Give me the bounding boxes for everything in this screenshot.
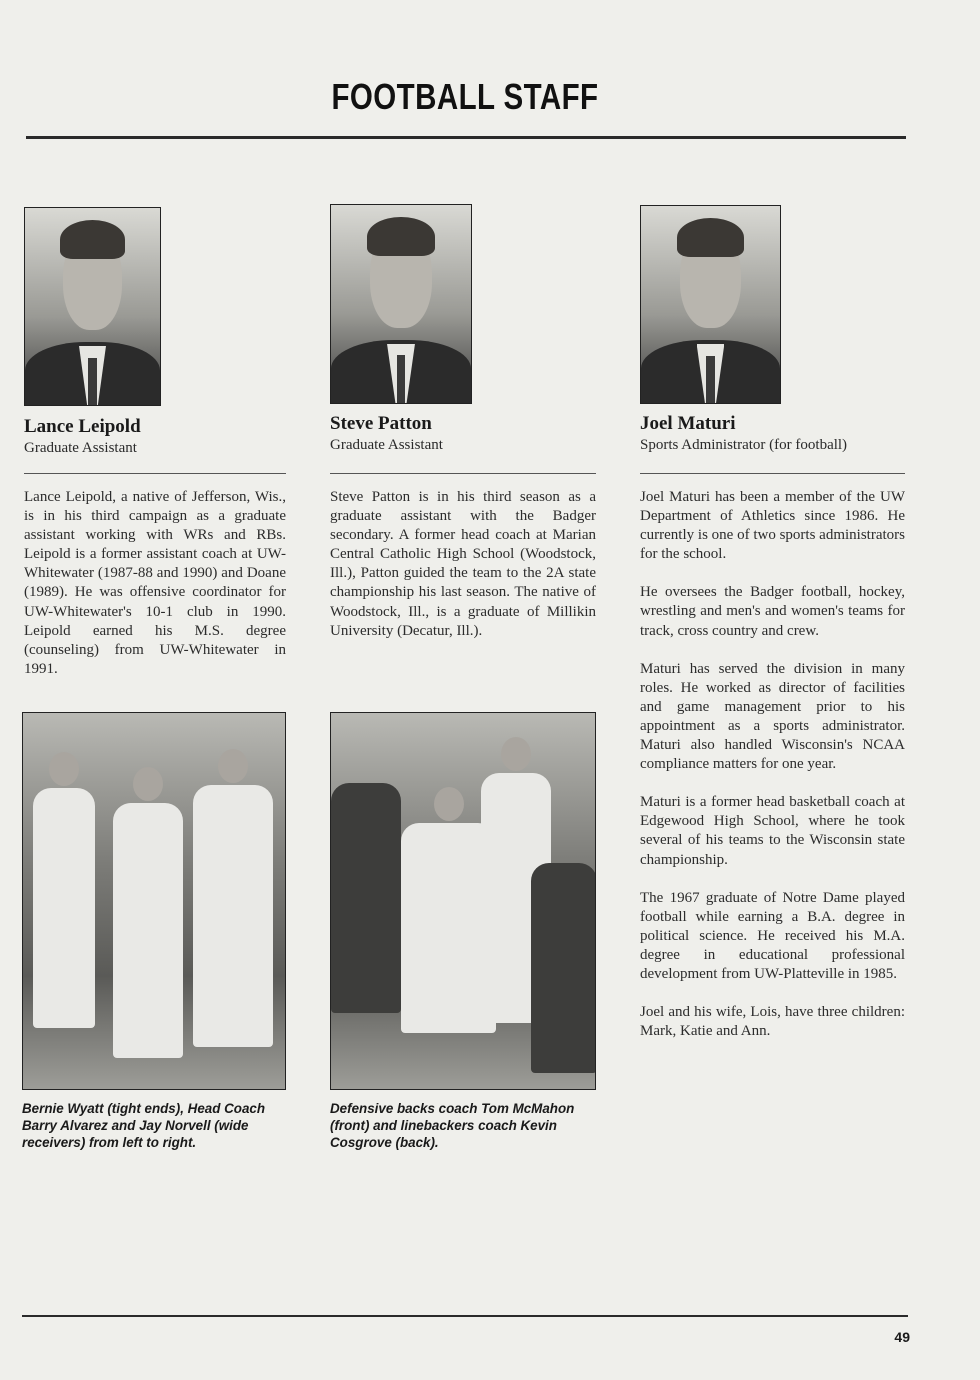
photo-caption: Defensive backs coach Tom McMahon (front) and linebackers coach Kevin Cosgrove (back). <box>330 1101 575 1150</box>
bio-paragraph: Maturi is a former head basketball coach at Edgewood High School, where he took several of his teams to the Wisconsin state championship. <box>640 794 905 868</box>
portrait-steve-patton <box>330 204 472 404</box>
portrait-lance-leipold <box>24 207 161 406</box>
bio-paragraph: Maturi has served the division in many roles. He worked as director of facilities and game management prior to his appointment as a sports administrator. Maturi also handled Wisconsin's NCAA compliance matters for one year. <box>640 660 905 773</box>
staff-bio <box>330 488 596 660</box>
staff-name: Lance Leipold <box>24 416 141 437</box>
page-title: FOOTBALL STAFF <box>331 76 599 117</box>
divider <box>24 473 286 474</box>
photo-caption: Bernie Wyatt (tight ends), Head Coach Barry Alvarez and Jay Norvell (wide receivers) from left to right. <box>22 1101 266 1150</box>
bio-paragraph: Lance Leipold, a native of Jefferson, Wis., is in his third campaign as a graduate assistant working with WRs and RBs. Leipold is a former assistant coach at UW-Whitewater (1987-88 and 1990) and Doane (1989). He was offensive coordinator for UW-Whitewater's 10-1 club in 1990. Leipold earned his M.S. degree (counseling) from UW-Whitewater in 1991. <box>24 489 286 677</box>
staff-bio <box>24 488 286 698</box>
page-number: 49 <box>894 1329 910 1345</box>
portrait-joel-maturi <box>640 205 781 404</box>
top-rule <box>26 136 906 139</box>
divider <box>330 473 596 474</box>
staff-role: Graduate Assistant <box>24 440 137 456</box>
divider <box>640 473 905 474</box>
staff-role: Sports Administrator (for football) <box>640 437 848 453</box>
sideline-coaches-photo <box>22 712 286 1090</box>
bio-paragraph: He oversees the Badger football, hockey, wrestling and men's and women's teams for track, cross country and crew. <box>640 584 905 639</box>
bio-paragraph: Joel Maturi has been a member of the UW Department of Athletics since 1986. He currently is one of two sports administrators for the school. <box>640 489 905 563</box>
defensive-coaches-photo <box>330 712 596 1090</box>
bio-paragraph: The 1967 graduate of Notre Dame played football while earning a B.A. degree in political science. He received his M.A. degree in educational professional development from UW-Platteville in 1985. <box>640 889 905 982</box>
bottom-rule <box>22 1315 908 1317</box>
bio-paragraph: Steve Patton is in his third season as a graduate assistant with the Badger secondary. A former head coach at Marian Central Catholic High School (Woodstock, Ill.), Patton guided the team to the 2A state championship his last season. The native of Woodstock, Ill., is a graduate of Millikin University (Decatur, Ill.). <box>330 489 596 639</box>
staff-name: Steve Patton <box>330 413 432 434</box>
staff-role: Graduate Assistant <box>330 437 443 453</box>
staff-name: Joel Maturi <box>640 413 736 434</box>
staff-bio <box>640 488 905 1060</box>
bio-paragraph: Joel and his wife, Lois, have three children: Mark, Katie and Ann. <box>640 1004 905 1040</box>
